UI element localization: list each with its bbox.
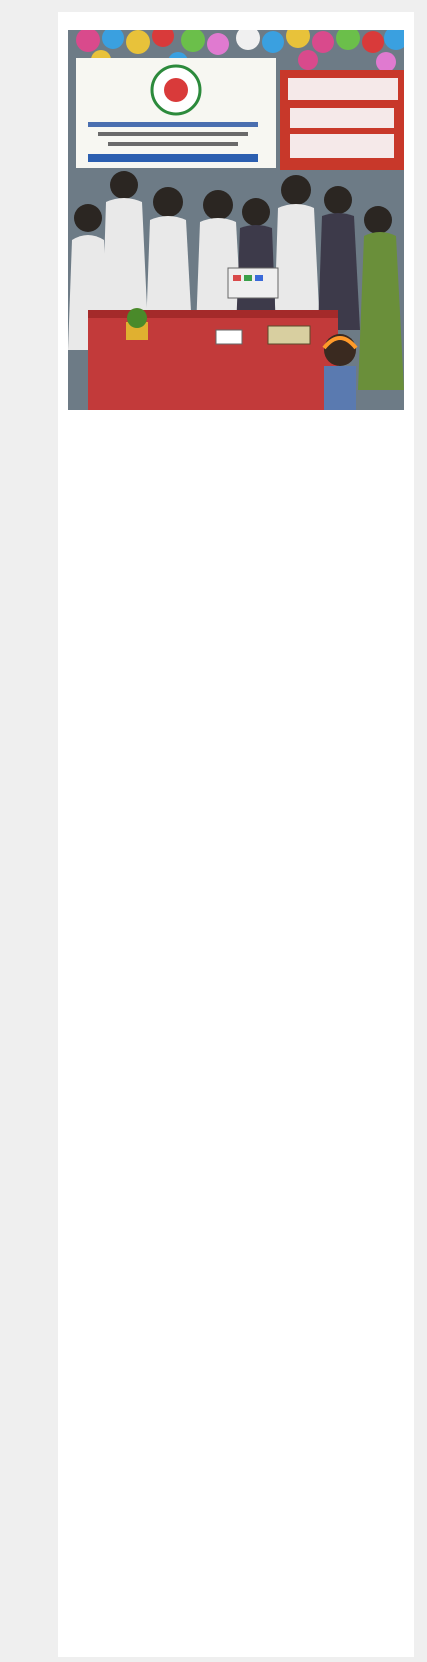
event-photo: [68, 30, 404, 410]
newspaper-clipping: [58, 12, 414, 1657]
